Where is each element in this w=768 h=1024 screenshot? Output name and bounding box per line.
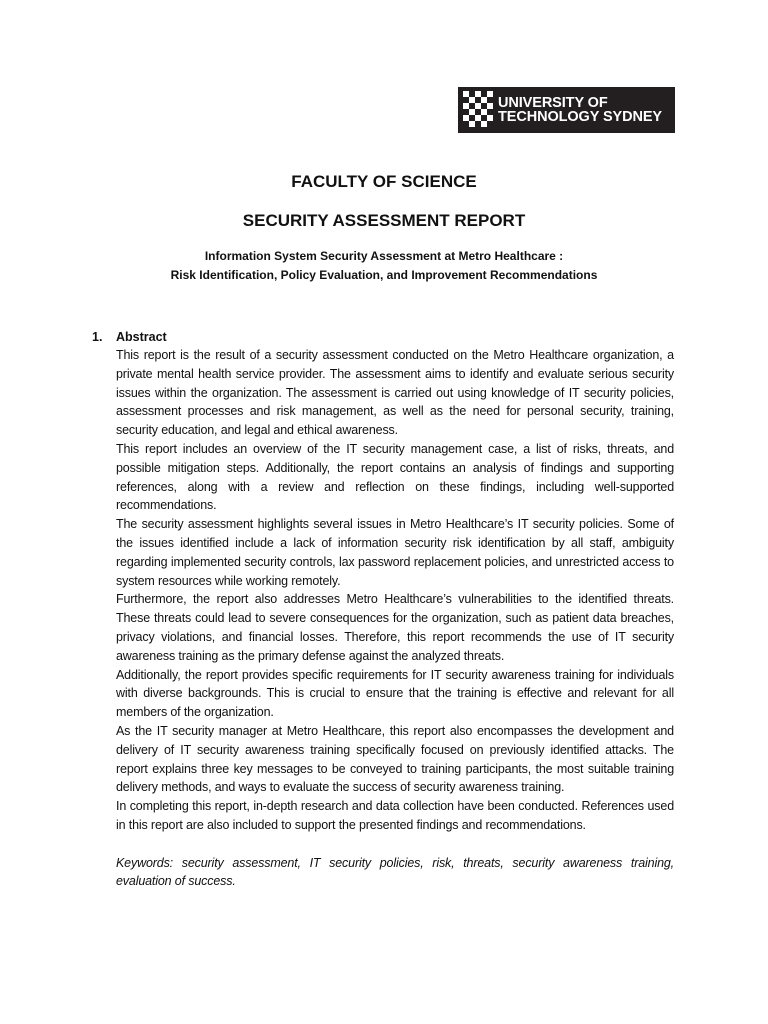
abstract-paragraph: This report is the result of a security assessment conducted on the Metro Healthcare organization, a private mental health service provider. The assessment aims to identify and evaluate serious security issues within the organization. The assessment is carried out using knowledge of IT security policies, assessment processes and risk management, as well as the need for personal security, training, security education, and legal and ethical awareness. [116,348,674,438]
abstract-paragraph: Additionally, the report provides specific requirements for IT security awareness training for individuals with diverse backgrounds. This is crucial to ensure that the training is effective and relevant for all members of the organization. [116,667,674,720]
faculty-title: FACULTY OF SCIENCE [291,172,477,191]
uts-logo [458,87,675,133]
logo-line-1: UNIVERSITY OF [498,95,608,111]
subtitle-line-2: Risk Identification, Policy Evaluation, and Improvement Recommendations [170,268,598,282]
abstract-body [116,346,674,891]
section-heading [92,329,167,346]
abstract-paragraph: As the IT security manager at Metro Healthcare, this report also encompasses the development and delivery of IT security awareness training specifically focused on previously identified attacks. The report explains three key messages to be conveyed to training participants, the most suitable training delivery methods, and ways to evaluate the success of security awareness training. [116,723,674,795]
abstract-paragraph: In completing this report, in-depth research and data collection have been conducted. References used in this report are also included to support the presented findings and recommendations. [116,799,674,832]
section-title: Abstract [116,330,167,344]
logo-wordmark [498,96,662,124]
section-number: 1. [92,330,103,344]
abstract-paragraph: The security assessment highlights several issues in Metro Healthcare’s IT security policies. Some of the issues identified include a lack of information security risk identification by all staff, ambiguity regarding implemented security controls, lax password replacement policies, and unrestricted access to system resources while working remotely. [116,517,674,588]
uts-emblem-icon [460,87,496,133]
keywords: Keywords: security assessment, IT security policies, risk, threats, security awareness training, evaluation of success. [116,855,674,889]
abstract-paragraph: Furthermore, the report also addresses Metro Healthcare’s vulnerabilities to the identified threats. These threats could lead to severe consequences for the organization, such as patient data breaches, privacy violations, and financial losses. Therefore, this report recommends the use of IT security awareness training as the primary defense against the analyzed threats. [116,592,674,663]
subtitle-line-1: Information System Security Assessment at Metro Healthcare : [204,249,564,263]
logo-line-2: TECHNOLOGY SYDNEY [498,109,663,125]
abstract-paragraph: This report includes an overview of the IT security management case, a list of risks, threats, and possible mitigation steps. Additionally, the report contains an analysis of findings and supporting references, along with a review and reflection on these findings, including well-supported recommendations. [116,441,674,513]
report-title: SECURITY ASSESSMENT REPORT [242,211,526,230]
